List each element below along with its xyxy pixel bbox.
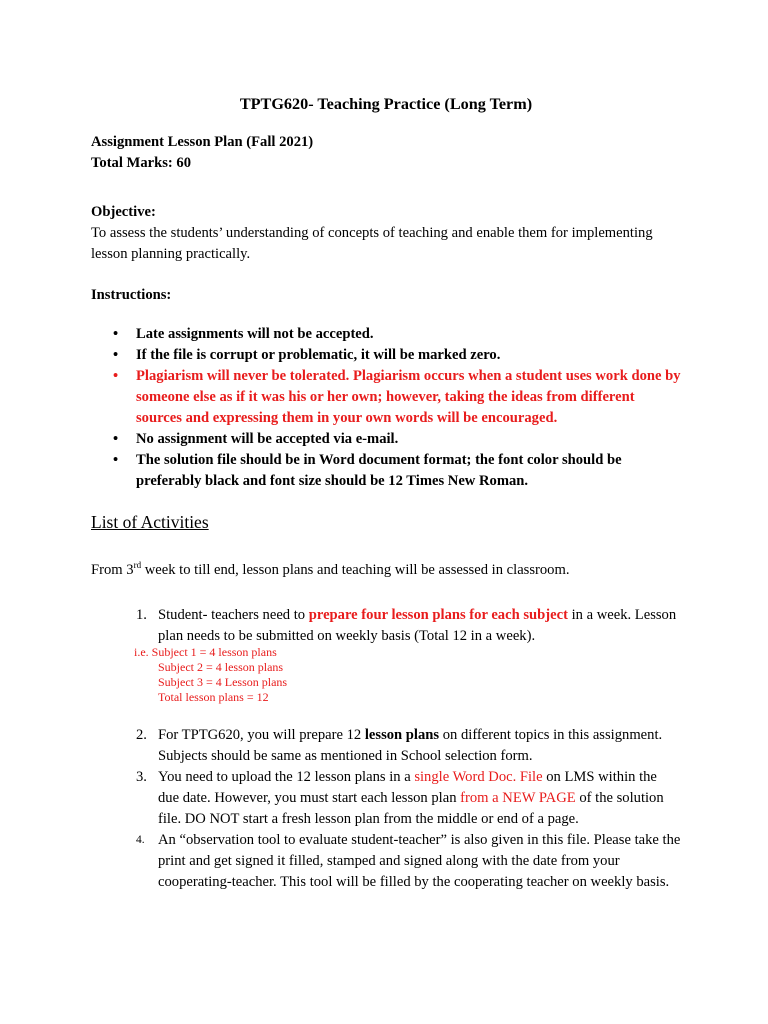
- steps-2-4: [91, 725, 681, 893]
- instruction-item: [91, 345, 681, 366]
- instruction-item: [91, 450, 681, 492]
- step-number: 3.: [136, 769, 147, 785]
- step-bold: lesson plans: [364, 727, 440, 743]
- intro-superscript: rd: [133, 560, 142, 570]
- step-text-rest: on different topics in this assignment. Subjects should be same as mentioned in School selection form.: [158, 727, 663, 764]
- assignment-header: [91, 132, 681, 174]
- step-1: [91, 605, 681, 647]
- breakdown-line: i.e. Subject 1 = 4 lesson plans: [134, 645, 277, 659]
- step-text: For TPTG620, you will prepare 12: [158, 727, 365, 743]
- breakdown-line: Subject 3 = 4 Lesson plans: [158, 675, 288, 689]
- step-text: Student- teachers need to: [158, 607, 309, 623]
- step-number: 2.: [136, 727, 147, 743]
- bullet-icon: •: [113, 431, 119, 447]
- bullet-icon: •: [113, 347, 119, 363]
- step-red-file: single Word Doc. File: [414, 769, 543, 785]
- activities-heading: List of Activities: [91, 512, 209, 532]
- total-marks: Total Marks: 60: [91, 155, 191, 171]
- instruction-item-plagiarism: [91, 366, 681, 429]
- step-3: [91, 767, 681, 830]
- instruction-item: [91, 324, 681, 345]
- intro-text: From 3: [91, 562, 134, 578]
- intro-text-rest: week to till end, lesson plans and teaching will be assessed in classroom.: [141, 562, 570, 578]
- instruction-text: Plagiarism will never be tolerated. Plagiarism occurs when a student uses work done by someone else as if it was his or her own; however, taking the ideas from different sources and expressing them in your own words will be encouraged.: [136, 368, 681, 426]
- step-text-rest: of the solution file. DO NOT start a fresh lesson plan from the middle or end of a page.: [158, 790, 664, 827]
- step-4: [91, 830, 681, 893]
- bullet-icon: •: [113, 326, 119, 342]
- breakdown-line: Subject 2 = 4 lesson plans: [158, 660, 284, 674]
- step-text-rest: in a week. Lesson plan needs to be submitted on weekly basis (Total 12 in a week).: [158, 607, 677, 644]
- instruction-text: No assignment will be accepted via e-mail.: [136, 431, 399, 447]
- step-red-page: from a NEW PAGE: [460, 790, 576, 806]
- step-text: An “observation tool to evaluate student-teacher” is also given in this file. Please take the print and get signed it filled, stamped and signed along with the date from your cooperating-teacher. This tool will be filled by the cooperating teacher on weekly basis.: [158, 832, 681, 890]
- objective-text: To assess the students’ understanding of concepts of teaching and enable them for implementing lesson planning practically.: [91, 225, 653, 262]
- step-number: 4.: [136, 834, 145, 846]
- breakdown-line: Total lesson plans = 12: [158, 690, 269, 704]
- activities-intro: [91, 560, 681, 581]
- document-title: TPTG620- Teaching Practice (Long Term): [239, 95, 533, 113]
- step-highlight: prepare four lesson plans for each subject: [308, 607, 568, 623]
- step-text: You need to upload the 12 lesson plans in a: [158, 769, 415, 785]
- objective-section: [91, 202, 681, 265]
- bullet-icon: •: [113, 368, 119, 384]
- step-number: 1.: [136, 607, 147, 623]
- instructions-list: [91, 324, 681, 492]
- instruction-text: Late assignments will not be accepted.: [136, 326, 374, 342]
- step-text-mid: on LMS within the due date. However, you must start each lesson plan: [158, 769, 657, 806]
- instruction-text: The solution file should be in Word document format; the font color should be preferably black and font size should be 12 Times New Roman.: [136, 452, 622, 489]
- assignment-name: Assignment Lesson Plan (Fall 2021): [91, 134, 314, 150]
- instruction-item: [91, 429, 681, 450]
- objective-heading: Objective:: [91, 204, 156, 220]
- step-2: [91, 725, 681, 767]
- bullet-icon: •: [113, 452, 119, 468]
- instructions-heading: Instructions:: [91, 287, 172, 303]
- lesson-plan-breakdown: [134, 645, 287, 705]
- instruction-text: If the file is corrupt or problematic, it will be marked zero.: [136, 347, 501, 363]
